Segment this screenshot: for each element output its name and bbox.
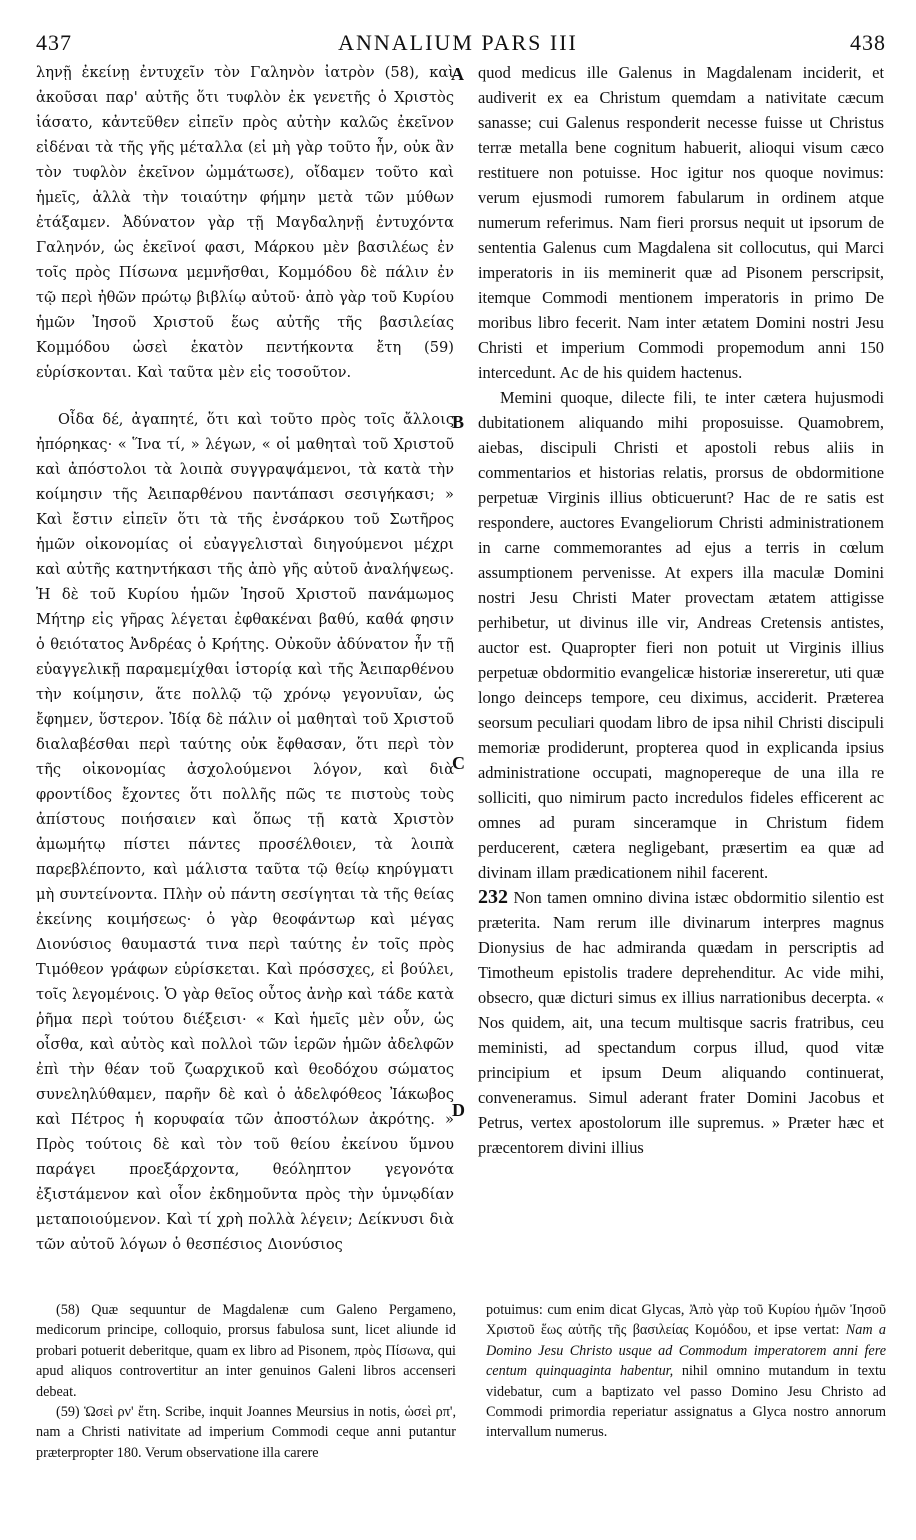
page-number-left: 437	[36, 30, 72, 55]
greek-paragraph: Οἶδα δέ, ἀγαπητέ, ὅτι καὶ τοῦτο πρὸς τοῖς ἄλλοις ἠπόρηκας· « Ἵνα τί, » λέγων, « οἱ μαθηταὶ τοῦ Χριστοῦ καὶ ἀπόστολοι τὰ λοιπὰ συγγραψάμενοι, τὰ κατὰ τὴν κοίμησιν τῆς Ἀειπαρθένου παντάπασι σεσιγήκασι; » Καὶ ἔστιν εἰπεῖν ὅτι τὰ τῆς ἐνσάρκου τοῦ Σωτῆρος ἡμῶν οἰκονομίας οἱ εὐαγγελισταὶ διηγούμενοι μέχρι καὶ αὐτῆς κατηντήκασι τῆς ἀπὸ γῆς αὐτοῦ ἀναλήψεως. Ἡ δὲ τοῦ Κυρίου ἡμῶν Ἰησοῦ Χριστοῦ πανάμωμος Μήτηρ εἰς γῆρας λέγεται ἐφθακέναι βαθύ, καθά φησιν ὁ θειότατος Ἀνδρέας ὁ Κρήτης. Οὐκοῦν ἀδύνατον ἦν τῇ εὐαγγελικῇ παραμεμίχθαι ἱστορίᾳ καὶ τῆς Ἀειπαρθένου τὴν κοίμησιν, ἅτε πολλῷ τῷ χρόνῳ γεγονυῖαν, ὡς ἔφημεν, ὕστερον. Ἰδίᾳ δὲ πάλιν οἱ μαθηταὶ τοῦ Χριστοῦ διαλαβέσθαι περὶ ταύτης οὐκ ἔφθασαν, ὅτι περὶ τὸν τῆς οἰκονομίας ἀσχολούμενοι λόγον, καὶ διὰ φροντίδος ἔχοντες ὅτι πολλῆς πῶς τε πιστοὺς τοὺς ἀπίστους ποιήσαιεν καὶ ὅπως τῇ κατὰ Χριστὸν ἀμωμήτῳ πίστει πάντες προσέλθοιεν, τὰ λοιπὰ παρεβλέποντο, καὶ μάλιστα ταῦτα τῷ θείῳ κηρύγματι μὴ συντείνοντα. Πλὴν οὐ πάντη σεσίγηται τὰ τῆς θείας ἐκείνης κοιμήσεως· ὁ γὰρ θεοφάντωρ καὶ μέγας Διονύσιος θαυμαστά τινα περὶ ταύτης ἐν τοῖς πρὸς Τιμόθεον γράφων εὑρίσκεται. Καὶ πρόσσχες, εἰ βούλει, τοῖς λεγομένοις. Ὁ γὰρ θεῖος οὗτος ἀνὴρ καὶ τάδε κατὰ ῥῆμα περὶ τούτου διέξεισι· « Καὶ ἡμεῖς μὲν οὖν, ὡς οἶσθα, καὶ αὐτὸς καὶ πολλοὶ τῶν ἱερῶν ἡμῶν ἀδελφῶν ἐπὶ τὴν θέαν τοῦ ζωαρχικοῦ καὶ θεοδόχου σώματος συνεληλύθαμεν, παρῆν δὲ καὶ ὁ ἀδελφόθεος Ἰάκωβος καὶ Πέτρος ἡ κορυφαία τῶν ἀποστόλων ἀκρότης. » Πρὸς τούτοις δὲ καὶ τὸν τοῦ θείου ἐκείνου ὕμνου παράγει προεξάρχοντα, θεόληπτον γεγονότα ἐξιστάμενον καὶ οἷον ἐκδημοῦντα πρὸς τὴν ὑμνῳδίαν μεταποιούμενον. Καὶ τί χρὴ πολλὰ λέγειν; Δείκνυσι διὰ τῶν αὐτοῦ λόγων ὁ θεσπέσιος Διονύσιος	[36, 411, 454, 1253]
section-number: 232	[478, 886, 508, 908]
latin-text-column	[478, 60, 884, 1160]
margin-letter-c: C	[452, 753, 465, 773]
running-title: ANNALIUM PARS III	[338, 30, 578, 55]
running-head	[0, 30, 916, 60]
footnote-59: (59) Ὡσεὶ ρν' ἔτη. Scribe, inquit Joannes Meursius in notis, ὡσεὶ ρπ', nam a Christi nativitate ad imperium Commodi ceque anni putantur præterpropter 180. Verum observatione illa carere	[36, 1404, 456, 1461]
footnote-text: nihil omnino mutandum in textu videbatur, cum a baptizato vel passo Domino Jesu Christo ad Commodi primordia reperiatur assignatus a Glyca nostro annorum intervallum numerus.	[486, 1363, 886, 1441]
greek-text-column	[36, 60, 454, 1257]
latin-paragraph	[478, 885, 884, 1160]
margin-letter-a: A	[451, 64, 464, 84]
page-number-right: 438	[850, 30, 886, 55]
latin-paragraph: Memini quoque, dilecte fili, te inter cætera hujusmodi dubitationem aliquando mihi proposuisse. Quamobrem, aiebas, discipuli Christi et apostoli rebus aliis in commentarios et historias relatis, prorsus de obdormitione perpetuæ Virginis illius obticuerunt? Hac de re satis est respondere, auctores Evangeliorum Christi administrationem in carne commemorantes ad ejus a terris in cœlum assumptionem pervenisse. At expers illa maculæ Domini nostri Jesu Christi Mater provectam ætatem attigisse perhibetur, ut divinus ille vir, Andreas Cretensis antistes, auctor est. Quapropter fieri non potuit ut Virginis illius perpetuæ obdormitio evangelicæ historiæ insereretur, uti quæ longo deinceps tempore, ceu diximus, acciderit. Præterea seorsum peculiari quodam libro de ipsa nihil Christi discipuli memoriæ prodiderunt, propterea quod in explicanda ipsius administratione occupati, magnopereque de una illa re solliciti, quo nimirum pacto incredulos fideles efficerent ac omnes ad puram sinceramque in Christum fidem perducerent, cætera negligebant, præsertim ea quæ ad divinam illam prædicationem nihil facerent.	[478, 388, 884, 882]
footnote-italic-translation: Nam a Domino Jesu Christo usque ad Commodum imperatorem anni fere centum quinquaginta habentur,	[486, 1322, 886, 1380]
greek-paragraph: ληνῇ ἐκείνῃ ἐντυχεῖν τὸν Γαληνὸν ἰατρὸν (58), καὶ ἀκοῦσαι παρ' αὐτῆς ὅτι τυφλὸν ἐκ γενετῆς ὁ Χριστὸς ἰάσατο, κἀντεῦθεν εἰπεῖν πρὸς αὐτὴν καλῶς ἐκεῖνον εἰδέναι τὰ τῆς γῆς μέταλλα (εἰ μὴ γὰρ τοῦτο ἦν, οὐκ ἂν τὸν τυφλὸν ἐκεῖνον ὠμμάτωσε), οἴδαμεν τοῦτο καὶ ἡμεῖς, ἀλλὰ τὴν τοιαύτην φήμην μετὰ τῶν μύθων ἐτάξαμεν. Ἀδύνατον γὰρ τῇ Μαγδαληνῇ ἐντυχόντα Γαληνόν, ὡς ἐκεῖνοί φασι, Μάρκου μὲν βασιλέως ἐν τοῖς πρὸς Πίσωνα μεμνῆσθαι, Κομμόδου δὲ πάλιν ἐν τῷ περὶ ἠθῶν πρώτῳ βιβλίῳ αὐτοῦ· ἀπὸ γὰρ τοῦ Κυρίου ἡμῶν Ἰησοῦ Χριστοῦ ἕως αὐτῆς τῆς βασιλείας Κομμόδου ὡσεὶ ἑκατὸν πεντήκοντα ἔτη (59) εὑρίσκονται. Καὶ ταῦτα μὲν εἰς τοσοῦτον.	[36, 64, 454, 381]
footnotes-left	[36, 1300, 456, 1463]
margin-letter-d: D	[452, 1100, 465, 1120]
paragraph-gap	[36, 385, 454, 407]
margin-letter-b: B	[452, 412, 465, 432]
footnote-58: (58) Quæ sequuntur de Magdalenæ cum Galeno Pergameno, medicorum principe, colloquio, prorsus fabulosa sunt, licet aliunde id probari potuerit deberitque, quam ex libro ad Pisonem, πρὸς Πίσωνα, qui apud aliquos controvertitur an inter genuinos Galeni libros accenseri debeat.	[36, 1302, 456, 1400]
footnotes-right	[486, 1300, 886, 1443]
footnote-59-continued	[486, 1300, 886, 1443]
latin-paragraph: quod medicus ille Galenus in Magdalenam inciderit, et audiverit ex ea Christum quemdam a nativitate cæcum sanasse; cui Galenus responderit necesse fuisse ut Christus terræ metalla bene cognitum habuerit, alioqui visum cæco restituere non potuisse. Hoc igitur nos quoque novimus: verum ejusmodi rumorem fabularum in ordinem atque numerum referimus. Nam fieri prorsus nequit ut ipsorum de sententia Galenus cum Magdalena sit collocutus, qui Marci imperatoris in iis meminerit quæ ad Pisonem perscripsit, itemque Commodi mentionem imperatoris in primo De moribus libro fecerit. Nam inter ætatem Domini nostri Jesu Christi et imperium Commodi propemodum anni 150 intercedunt. Ac de his quidem hactenus.	[478, 63, 884, 382]
latin-paragraph-text: Non tamen omnino divina istæc obdormitio silentio est præterita. Nam rerum ille divinarum interpres magnus Dionysius de hac admiranda quædam in perscriptis ad Timotheum epistolis tradere deprehenditur. Ac vide mihi, obsecro, quæ dicturi simus ex illius narrationibus decerpta. « Nos quidem, ait, una tecum multisque sacris fratribus, ceu meministi, ad spectandum corpus illud, quod vitæ principium et ipsum Deum aliquando continuerat, conveneramus. Simul aderant frater Domini Jacobus et Petrus, vertex apostolorum ille supremus. » Præter hæc et præcentorem divini illius	[478, 888, 884, 1157]
footnote-text: potuimus: cum enim dicat Glycas, Ἀπὸ γὰρ τοῦ Κυρίου ἡμῶν Ἰησοῦ Χριστοῦ ἕως αὐτῆς τῆς βασιλείας Κομόδου, et ipse vertat:	[486, 1302, 886, 1339]
